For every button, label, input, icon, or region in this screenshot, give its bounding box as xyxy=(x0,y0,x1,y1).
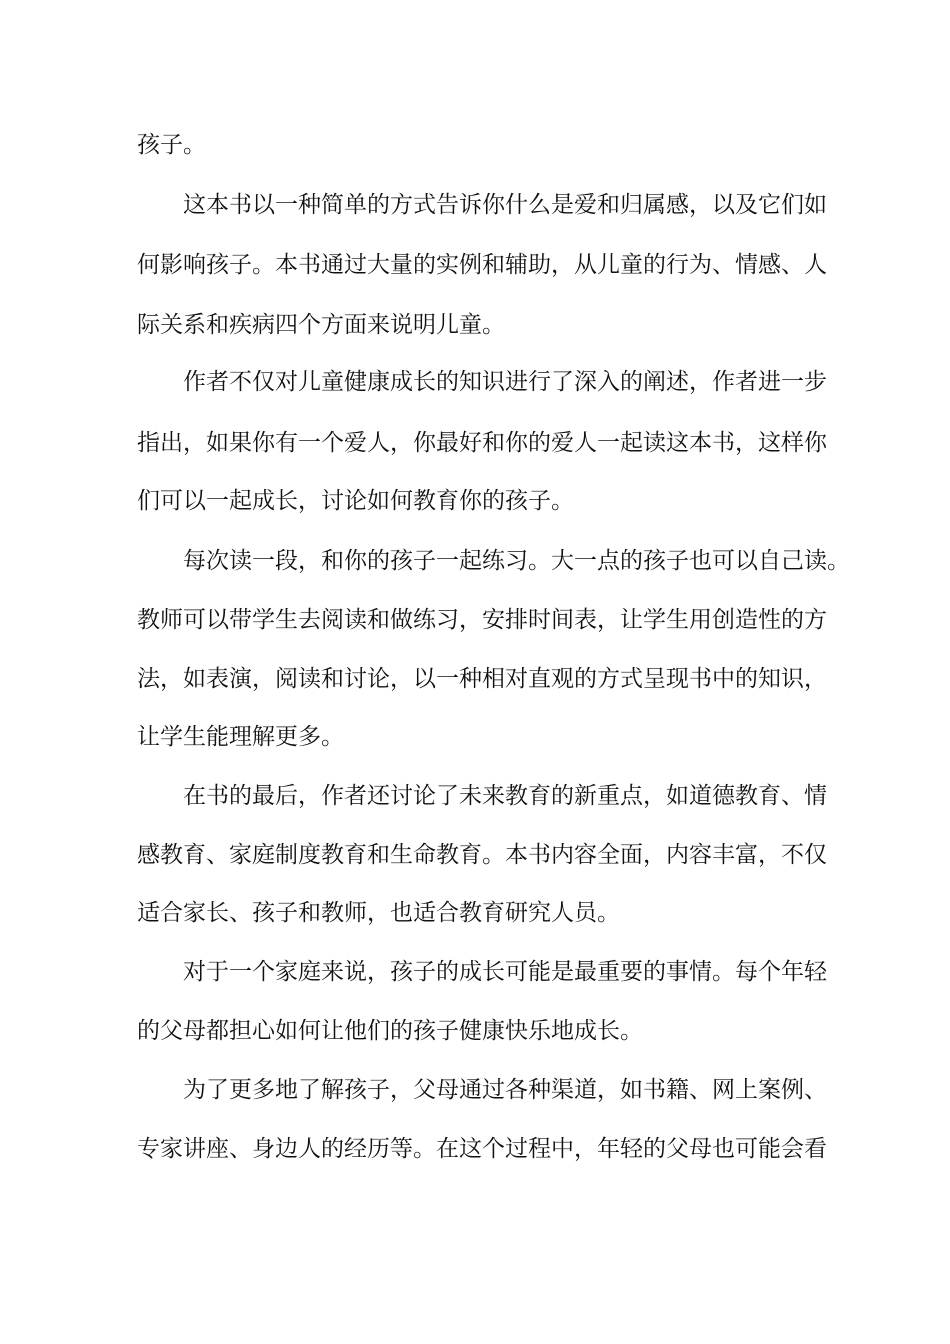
text-line: 际关系和疾病四个方面来说明儿童。 xyxy=(137,312,505,338)
text-line: 教师可以带学生去阅读和做练习，安排时间表，让学生用创造性的方 xyxy=(137,607,827,633)
text-line: 这本书以一种简单的方式告诉你什么是爱和归属感，以及它们如 xyxy=(183,192,827,218)
text-line: 指出，如果你有一个爱人，你最好和你的爱人一起读这本书，这样你 xyxy=(137,430,827,456)
text-line: 法，如表演，阅读和讨论，以一种相对直观的方式呈现书中的知识， xyxy=(137,666,827,692)
text-line: 每次读一段，和你的孩子一起练习。大一点的孩子也可以自己读。 xyxy=(183,548,850,574)
text-line: 专家讲座、身边人的经历等。在这个过程中，年轻的父母也可能会看 xyxy=(137,1136,827,1162)
text-line: 孩子。 xyxy=(137,132,206,158)
text-line: 何影响孩子。本书通过大量的实例和辅助，从儿童的行为、情感、人 xyxy=(137,252,827,278)
text-line: 作者不仅对儿童健康成长的知识进行了深入的阐述，作者进一步 xyxy=(183,369,827,395)
text-line: 适合家长、孩子和教师，也适合教育研究人员。 xyxy=(137,900,620,926)
text-line: 感教育、家庭制度教育和生命教育。本书内容全面，内容丰富，不仅 xyxy=(137,842,827,868)
text-line: 为了更多地了解孩子，父母通过各种渠道，如书籍、网上案例、 xyxy=(183,1077,827,1103)
text-line: 让学生能理解更多。 xyxy=(137,724,344,750)
text-line: 们可以一起成长，讨论如何教育你的孩子。 xyxy=(137,488,574,514)
text-line: 对于一个家庭来说，孩子的成长可能是最重要的事情。每个年轻 xyxy=(183,959,827,985)
text-line: 在书的最后，作者还讨论了未来教育的新重点，如道德教育、情 xyxy=(183,783,827,809)
text-line: 的父母都担心如何让他们的孩子健康快乐地成长。 xyxy=(137,1018,643,1044)
